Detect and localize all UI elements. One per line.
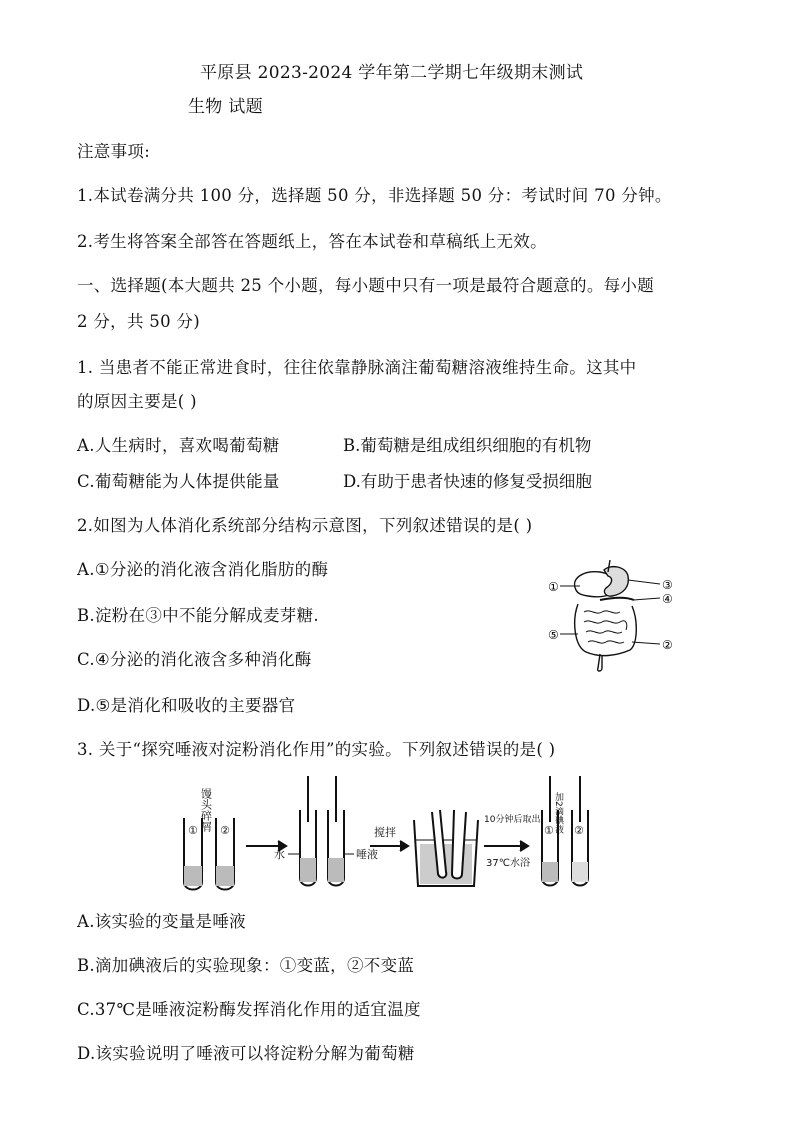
label-water: 水: [274, 848, 285, 861]
q2-option-c[interactable]: C.④分泌的消化液含多种消化酶: [77, 650, 312, 669]
label-bread: 馒头碎屑: [199, 788, 213, 832]
figure-label-5: ⑤: [548, 628, 559, 642]
page-title: 平原县 2023-2024 学年第二学期七年级期末测试: [200, 63, 584, 83]
page-subtitle: 生物 试题: [188, 97, 263, 117]
q1-stem-line1: 1. 当患者不能正常进食时，往往依靠静脉滴注葡萄糖溶液维持生命。这其中: [77, 358, 637, 377]
label-tube-2b: ②: [574, 824, 584, 837]
q1-option-b[interactable]: B.葡萄糖是组成组织细胞的有机物: [343, 436, 592, 455]
notice-item-2: 2.考生将答案全部答在答题纸上，答在本试卷和草稿纸上无效。: [77, 232, 547, 251]
q1-option-c[interactable]: C.葡萄糖能为人体提供能量: [77, 472, 280, 491]
label-tube-2: ②: [220, 824, 230, 837]
q2-stem: 2.如图为人体消化系统部分结构示意图，下列叙述错误的是( ): [77, 516, 533, 535]
figure-label-3: ③: [662, 578, 673, 592]
q3-option-d[interactable]: D.该实验说明了唾液可以将淀粉分解为葡萄糖: [77, 1044, 415, 1063]
figure-label-2: ②: [662, 638, 673, 652]
label-wait: 10分钟后取出: [484, 815, 541, 825]
q3-option-a[interactable]: A.该实验的变量是唾液: [77, 912, 246, 931]
label-tube-1: ①: [188, 824, 198, 837]
q3-stem: 3. 关于“探究唾液对淀粉消化作用”的实验。下列叙述错误的是( ): [77, 740, 556, 759]
q2-option-a[interactable]: A.①分泌的消化液含消化脂肪的酶: [77, 560, 329, 579]
q2-option-b[interactable]: B.淀粉在③中不能分解成麦芽糖.: [77, 606, 319, 625]
q1-stem-line2: 的原因主要是( ): [77, 392, 197, 411]
digestive-system-figure: [540, 560, 715, 675]
notice-heading: 注意事项:: [77, 142, 151, 161]
label-tube-1b: ①: [544, 824, 554, 837]
q3-option-c[interactable]: C.37℃是唾液淀粉酶发挥消化作用的适宜温度: [77, 1000, 421, 1019]
saliva-experiment-figure: [170, 770, 620, 895]
section-heading-line2: 2 分，共 50 分): [77, 312, 200, 331]
q3-option-b[interactable]: B.滴加碘液后的实验现象：①变蓝，②不变蓝: [77, 956, 415, 975]
label-bath: 37℃水浴: [486, 858, 530, 869]
label-stir: 搅拌: [374, 826, 396, 839]
q1-option-a[interactable]: A.人生病时，喜欢喝葡萄糖: [77, 436, 280, 455]
label-saliva: 唾液: [356, 848, 378, 861]
q1-option-d[interactable]: D.有助于患者快速的修复受损细胞: [343, 472, 592, 491]
figure-label-4: ④: [662, 592, 673, 606]
label-iodine: 加2滴碘液: [553, 792, 563, 834]
section-heading-line1: 一、选择题(本大题共 25 个小题，每小题中只有一项是最符合题意的。每小题: [77, 276, 655, 295]
q2-option-d[interactable]: D.⑤是消化和吸收的主要器官: [77, 696, 296, 715]
figure-label-1: ①: [548, 580, 559, 594]
notice-item-1: 1.本试卷满分共 100 分，选择题 50 分，非选择题 50 分：考试时间 70 分钟。: [77, 186, 672, 205]
